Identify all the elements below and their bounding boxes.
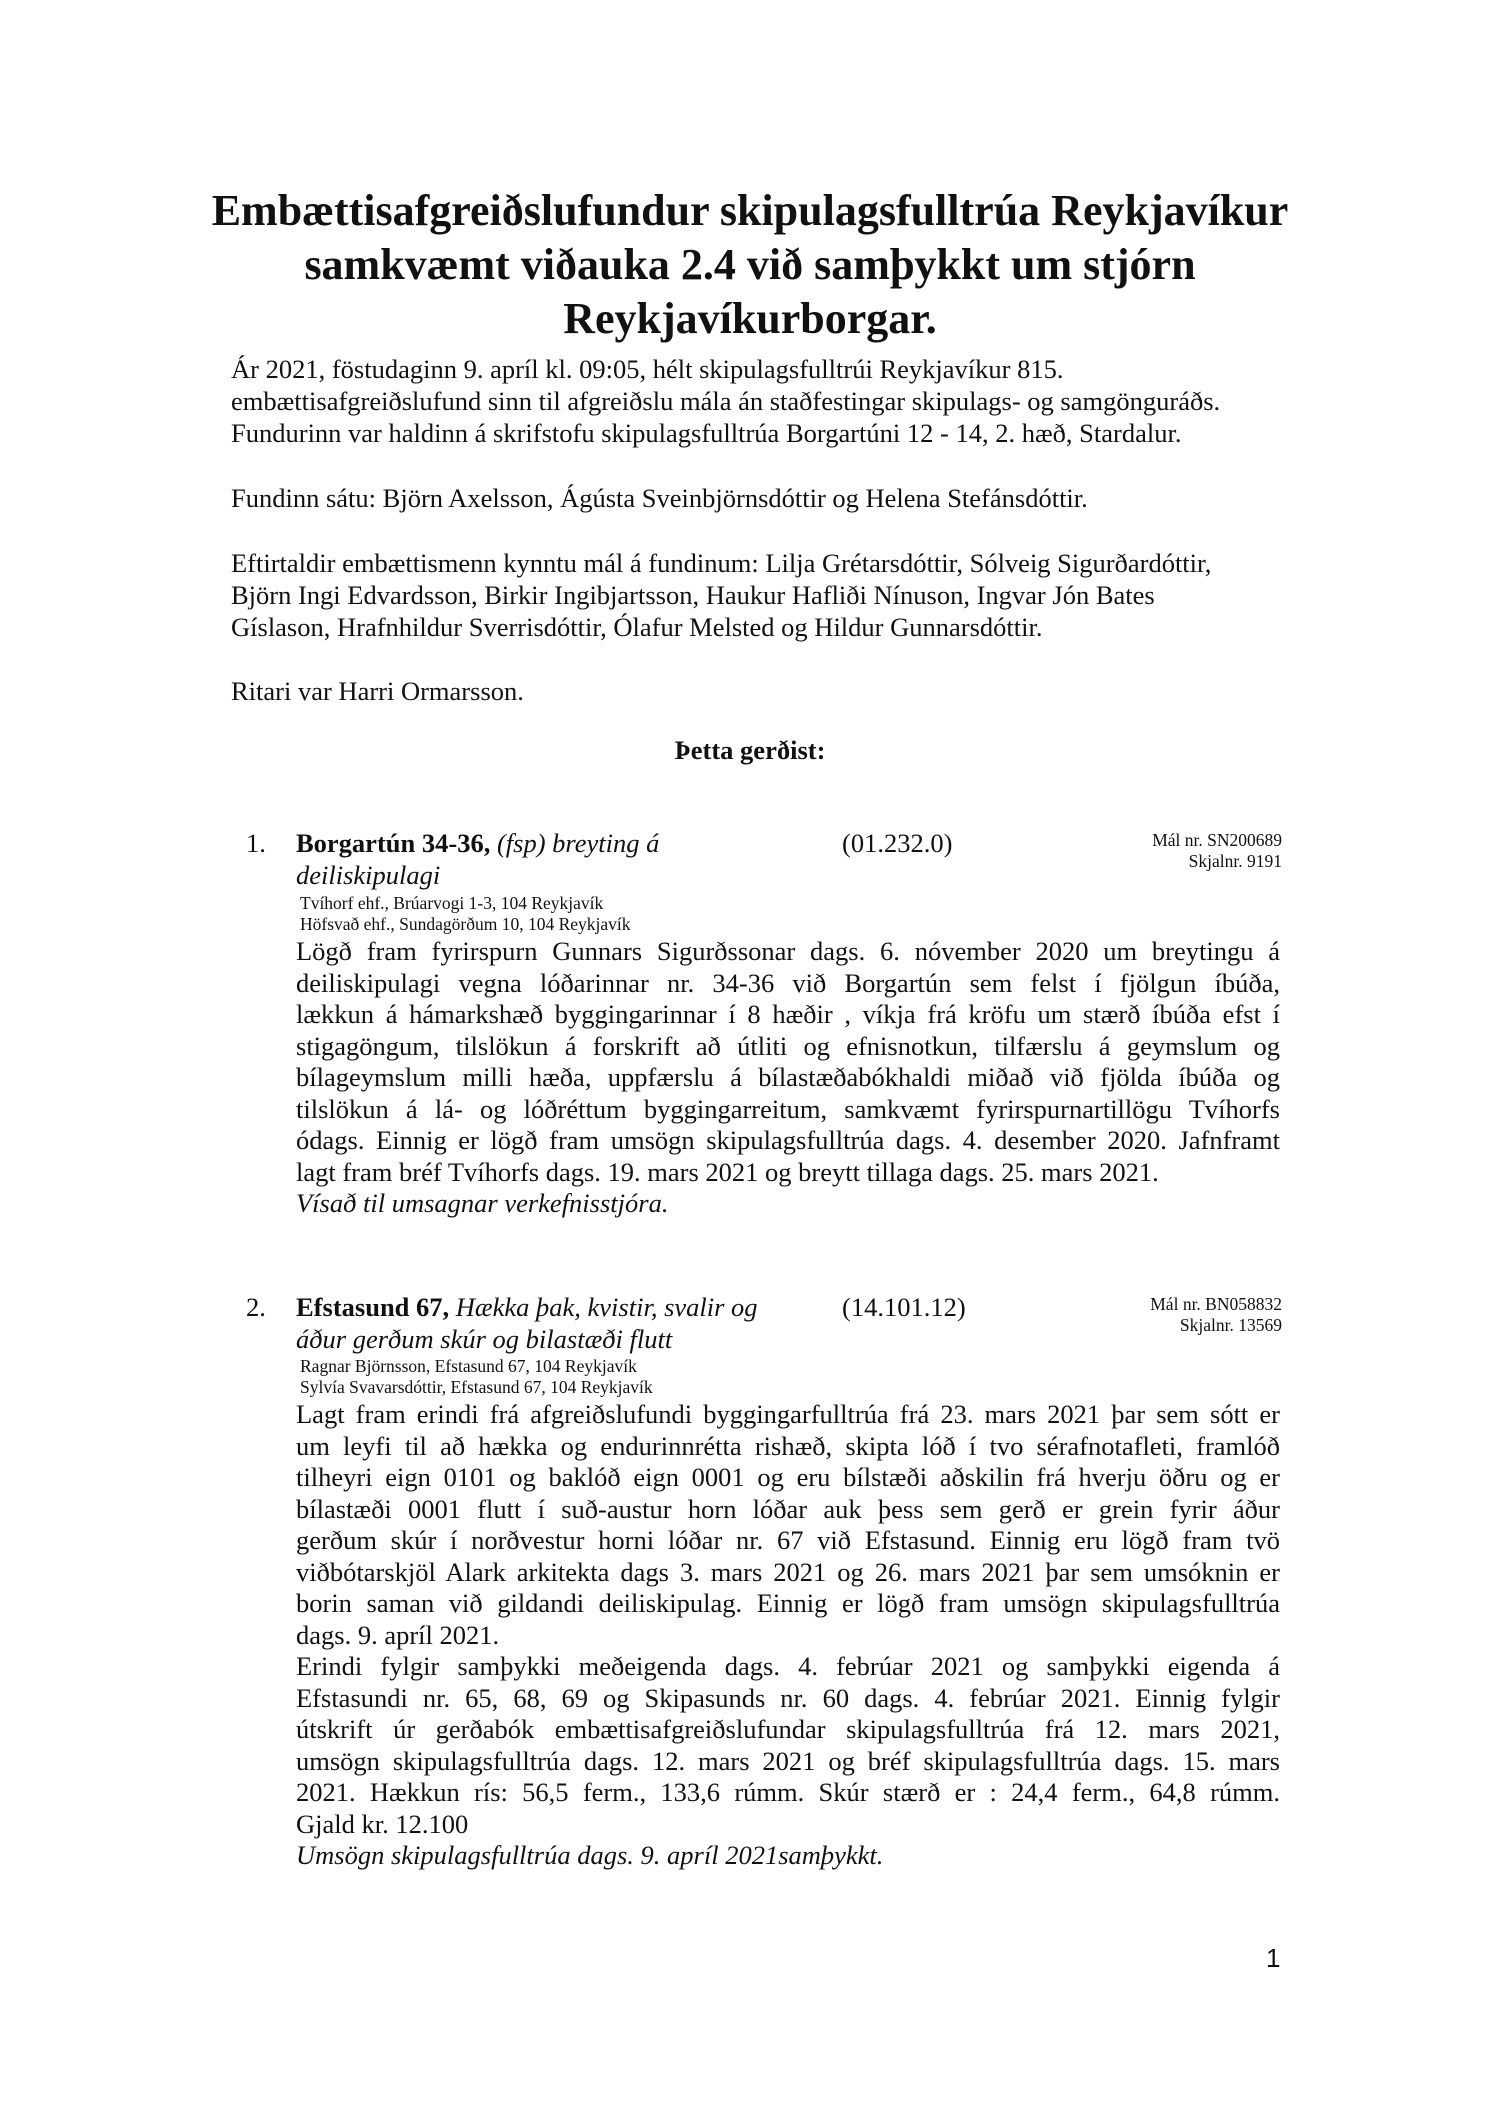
applicant: Höfsvað ehf., Sundagörðum 10, 104 Reykjavík bbox=[300, 914, 631, 934]
item-reference bbox=[1152, 830, 1282, 872]
body-line: umsögn skipulagsfulltrúa dags. 12. mars 2021 og bréf skipulagsfulltrúa dags. 15. mars bbox=[296, 1745, 1280, 1776]
item-number: 1. bbox=[246, 828, 266, 858]
body-line: stigagöngum, tilslökun á forskrift að útliti og efnisnotkun, tilfærslu á geymslum og bbox=[296, 1030, 1280, 1061]
body-line: Erindi fylgir samþykki meðeigenda dags. 4. febrúar 2021 og samþykki eigenda á bbox=[296, 1651, 1280, 1681]
applicant: Ragnar Björnsson, Efstasund 67, 104 Reykjavík bbox=[300, 1356, 637, 1376]
title-line: Embættisafgreiðslufundur skipulagsfulltrúa Reykjavíkur bbox=[211, 186, 1289, 235]
body-line: 2021. Hækkun rís: 56,5 ferm., 133,6 rúmm. Skúr stærð er : 24,4 ferm., 64,8 rúmm. bbox=[296, 1777, 1280, 1807]
document-number: Skjalnr. 9191 bbox=[1188, 851, 1282, 871]
case-number: Mál nr. SN200689 bbox=[1152, 830, 1282, 850]
body-line: tilheyri eign 0101 og baklóð eign 0001 og eru bílstæði aðskilin frá hverju öðru og er bbox=[296, 1462, 1280, 1492]
body-line: dags. 9. apríl 2021. bbox=[296, 1619, 500, 1650]
body-line: viðbótarskjöl Alark arkitekta dags 3. mars 2021 og 26. mars 2021 þar sem umsóknin er bbox=[296, 1556, 1280, 1587]
item-address: Efstasund 67, bbox=[296, 1292, 450, 1322]
body-line: Efstasundi nr. 65, 68, 69 og Skipasunds nr. 60 dags. 4. febrúar 2021. Einnig fylgir bbox=[296, 1682, 1280, 1713]
item-subject: áður gerðum skúr og bilastæði flutt bbox=[296, 1324, 673, 1354]
body-line: borin saman við gildandi deiliskipulag. Einnig er lögð fram umsögn skipulagsfulltrúa bbox=[296, 1588, 1280, 1618]
body-line: gerðum skúr í norðvestur horni lóðar nr. 67 við Efstasund. Einnig eru lögð fram tvö bbox=[296, 1525, 1280, 1555]
officials-paragraph bbox=[231, 547, 1291, 643]
page-number: 1 bbox=[1266, 1943, 1281, 1973]
item-subject: deiliskipulagi bbox=[296, 860, 441, 890]
secretary-line: Ritari var Harri Ormarsson. bbox=[231, 676, 524, 706]
attendees-paragraph bbox=[231, 482, 1291, 514]
document-title bbox=[170, 184, 1330, 346]
item-address: Borgartún 34-36, bbox=[296, 828, 491, 858]
body-line: Gjald kr. 12.100 bbox=[296, 1808, 469, 1839]
document-number: Skjalnr. 13569 bbox=[1179, 1315, 1282, 1335]
section-heading: Þetta gerðist: bbox=[674, 735, 826, 765]
item-land-code: (01.232.0) bbox=[842, 828, 953, 858]
officials-line: Björn Ingi Edvardsson, Birkir Ingibjartsson, Haukur Hafliði Nínuson, Ingvar Jón Bates bbox=[231, 580, 1155, 610]
body-line: lagt fram bréf Tvíhorfs dags. 19. mars 2021 og breytt tillaga dags. 25. mars 2021. bbox=[296, 1156, 1159, 1187]
officials-line: Gíslason, Hrafnhildur Sverrisdóttir, Ólafur Melsted og Hildur Gunnarsdóttir. bbox=[231, 612, 1043, 642]
item-body bbox=[296, 1399, 1280, 1872]
item-subject: Hækka þak, kvistir, svalir og bbox=[455, 1292, 758, 1322]
body-line: útskrift úr gerðabók embættisafgreiðslufundar skipulagsfulltrúa frá 12. mars 2021, bbox=[296, 1714, 1280, 1744]
item-decision: Vísað til umsagnar verkefnisstjóra. bbox=[296, 1188, 669, 1218]
item-reference bbox=[1150, 1294, 1282, 1336]
applicant: Tvíhorf ehf., Brúarvogi 1-3, 104 Reykjavík bbox=[300, 893, 604, 913]
item-title bbox=[296, 827, 816, 891]
secretary-paragraph bbox=[231, 675, 1291, 707]
item-decision: Umsögn skipulagsfulltrúa dags. 9. apríl 2021samþykkt. bbox=[296, 1840, 884, 1870]
body-line: ódags. Einnig er lögð fram umsögn skipulagsfulltrúa dags. 4. desember 2020. Jafnframt bbox=[296, 1125, 1280, 1155]
item-applicants bbox=[300, 1356, 653, 1398]
item-applicants bbox=[300, 893, 631, 935]
body-line: tilslökun á lá- og lóðréttum byggingarreitum, samkvæmt fyrirspurnartillögu Tvíhorfs bbox=[296, 1093, 1280, 1124]
title-line: Reykjavíkurborgar. bbox=[563, 294, 937, 343]
body-line: bílastæði 0001 flutt í suð-austur horn lóðar auk þess sem gerð er grein fyrir áður bbox=[296, 1493, 1280, 1524]
body-line: bílageymslum milli hæða, uppfærslu á bílastæðabókhaldi miðað við fjölda íbúða og bbox=[296, 1062, 1280, 1092]
applicant: Sylvía Svavarsdóttir, Efstasund 67, 104 Reykjavík bbox=[300, 1377, 653, 1397]
item-land-code: (14.101.12) bbox=[842, 1292, 966, 1322]
intro-line: Ár 2021, föstudaginn 9. apríl kl. 09:05, hélt skipulagsfulltrúi Reykjavíkur 815. bbox=[231, 354, 1064, 384]
case-number: Mál nr. BN058832 bbox=[1150, 1294, 1282, 1314]
title-line: samkvæmt viðauka 2.4 við samþykkt um stjórn bbox=[304, 240, 1196, 289]
intro-line: embættisafgreiðslufund sinn til afgreiðslu mála án staðfestingar skipulags- og samgönguráðs. bbox=[231, 386, 1221, 416]
body-line: deiliskipulagi vegna lóðarinnar nr. 34-36 við Borgartún sem felst í fjölgun íbúða, bbox=[296, 967, 1280, 998]
item-body bbox=[296, 936, 1280, 1220]
attendees-line: Fundinn sátu: Björn Axelsson, Ágústa Sveinbjörnsdóttir og Helena Stefánsdóttir. bbox=[231, 483, 1088, 513]
intro-paragraph bbox=[231, 353, 1291, 449]
item-subject: (fsp) breyting á bbox=[496, 828, 660, 858]
body-line: Lögð fram fyrirspurn Gunnars Sigurðssonar dags. 6. nóvember 2020 um breytingu á bbox=[296, 936, 1280, 966]
body-line: um leyfi til að hækka og endurinnrétta rishæð, skipta lóð í tvo sérafnotafleti, framlóð bbox=[296, 1430, 1280, 1461]
item-number: 2. bbox=[246, 1292, 266, 1322]
officials-line: Eftirtaldir embættismenn kynntu mál á fundinum: Lilja Grétarsdóttir, Sólveig Sigurðardóttir, bbox=[231, 548, 1212, 578]
body-line: Lagt fram erindi frá afgreiðslufundi byggingarfulltrúa frá 23. mars 2021 þar sem sótt er bbox=[296, 1399, 1280, 1429]
body-line: lækkun á hámarkshæð byggingarinnar í 8 hæðir , víkja frá kröfu um stærð íbúða efst í bbox=[296, 999, 1280, 1029]
intro-line: Fundurinn var haldinn á skrifstofu skipulagsfulltrúa Borgartúni 12 - 14, 2. hæð, Stardalur. bbox=[231, 418, 1182, 448]
item-title bbox=[296, 1291, 816, 1355]
